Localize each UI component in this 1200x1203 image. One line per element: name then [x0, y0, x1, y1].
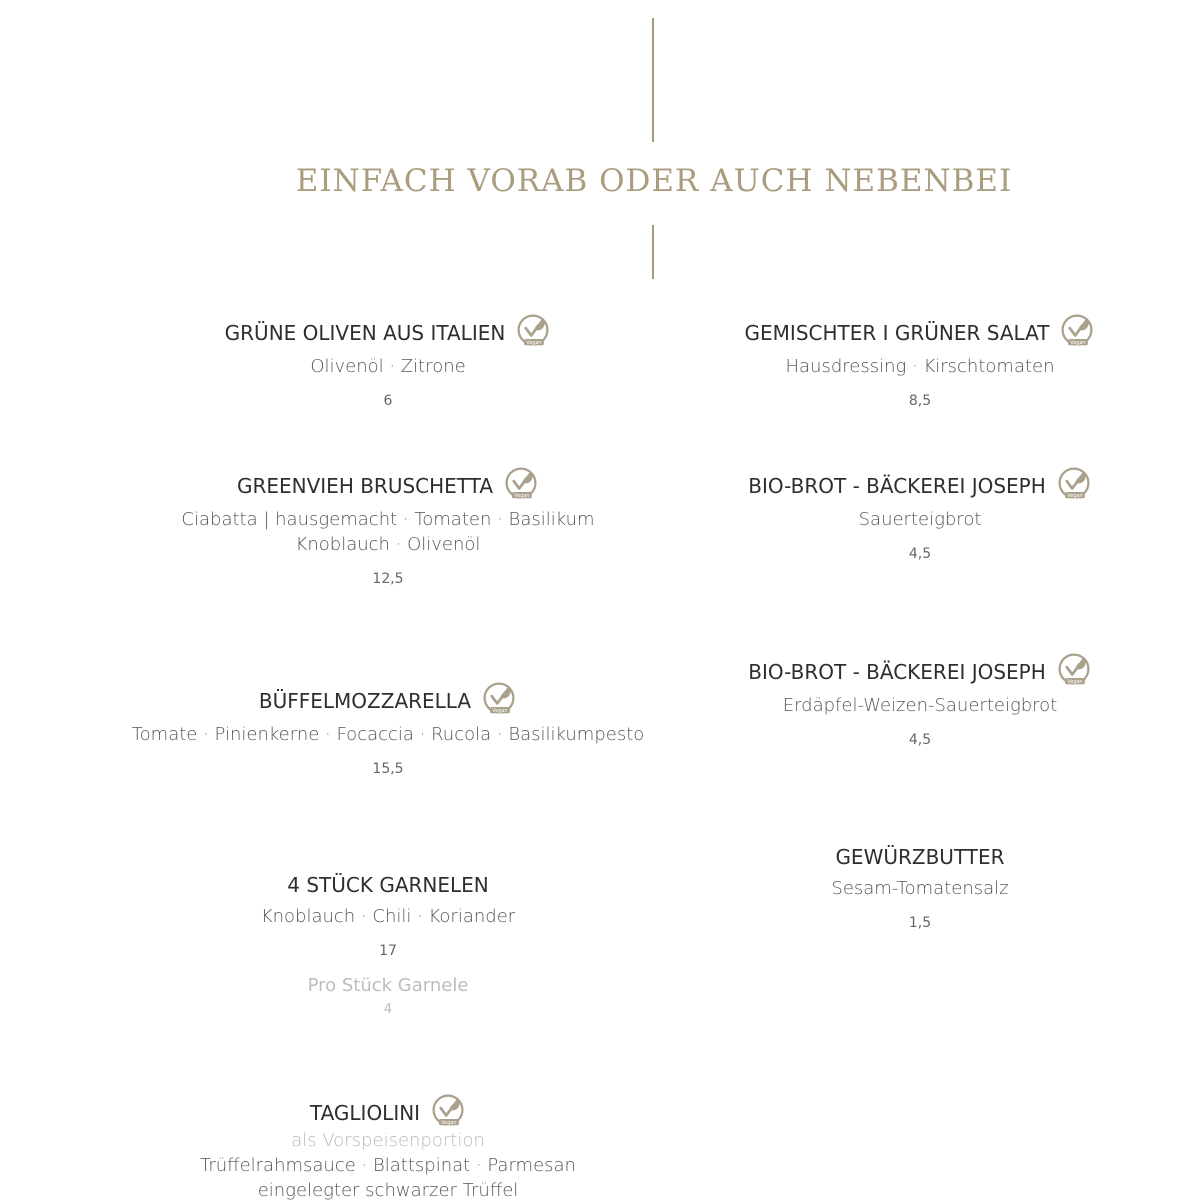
section-heading: EINFACH VORAB ODER AUCH NEBENBEI — [295, 163, 1013, 199]
menu-item-salat — [660, 318, 1180, 409]
item-title: GEWÜRZBUTTER — [835, 845, 1005, 869]
menu-item-bio-brot-sauerteig — [660, 471, 1180, 562]
item-description — [128, 1153, 648, 1203]
item-title: GEMISCHTER I GRÜNER SALAT — [744, 321, 1050, 345]
vegan-leaf-icon — [1059, 312, 1095, 348]
item-price: 8,5 — [908, 393, 932, 409]
item-price: 6 — [383, 393, 393, 409]
item-price: 1,5 — [908, 915, 932, 931]
menu-item-bio-brot-erdaepfel — [660, 657, 1180, 748]
item-description — [128, 507, 648, 557]
item-description: Hausdressing · Kirschtomaten — [785, 356, 1055, 377]
vegan-leaf-icon — [430, 1092, 466, 1128]
item-price: 12,5 — [372, 571, 404, 587]
item-price: 4,5 — [908, 546, 932, 562]
svg-text:Vegan: Vegan — [1067, 492, 1083, 499]
item-title: BIO-BROT - BÄCKEREI JOSEPH — [748, 474, 1046, 498]
svg-text:Vegan: Vegan — [492, 707, 508, 714]
per-piece-label: Pro Stück Garnele — [307, 975, 469, 996]
menu-item-bueffelmozzarella — [128, 686, 648, 777]
menu-item-bruschetta — [128, 471, 648, 587]
vegan-leaf-icon — [515, 312, 551, 348]
menu-item-gewuerzbutter — [660, 844, 1180, 931]
item-title: BIO-BROT - BÄCKEREI JOSEPH — [748, 660, 1046, 684]
item-description-line: eingelegter schwarzer Trüffel — [257, 1180, 519, 1201]
item-description-line: Knoblauch · Olivenöl — [295, 534, 481, 555]
divider-line-bottom — [652, 225, 654, 279]
svg-text:Vegan: Vegan — [526, 339, 542, 346]
vegan-leaf-icon — [1056, 465, 1092, 501]
vegan-leaf-icon — [481, 680, 517, 716]
menu-item-tagliolini — [128, 1098, 648, 1203]
vegan-leaf-icon — [1056, 651, 1092, 687]
item-description: Sesam-Tomatensalz — [831, 878, 1009, 899]
item-description: Knoblauch · Chili · Koriander — [260, 906, 516, 927]
menu-item-gruene-oliven — [128, 318, 648, 409]
item-description-line: Ciabatta | hausgemacht · Tomaten · Basilikum — [181, 509, 595, 530]
item-subtitle: als Vorspeisenportion — [291, 1130, 485, 1151]
menu-item-garnelen — [128, 872, 648, 1017]
per-piece-price: 4 — [383, 1002, 393, 1017]
item-price: 17 — [379, 943, 397, 959]
item-description-line: Trüffelrahmsauce · Blattspinat · Parmesan — [200, 1155, 576, 1176]
svg-text:Vegan: Vegan — [441, 1119, 457, 1126]
svg-text:Vegan: Vegan — [1067, 678, 1083, 685]
item-title: GREENVIEH BRUSCHETTA — [236, 474, 494, 498]
item-title: GRÜNE OLIVEN AUS ITALIEN — [224, 321, 506, 345]
item-price: 15,5 — [372, 761, 404, 777]
svg-text:Vegan: Vegan — [1070, 339, 1087, 346]
divider-line-top — [652, 18, 654, 142]
item-description: Sauerteigbrot — [858, 509, 982, 530]
item-title: BÜFFELMOZZARELLA — [258, 689, 472, 713]
item-title: TAGLIOLINI — [309, 1101, 421, 1125]
item-description: Olivenöl · Zitrone — [310, 356, 466, 377]
item-description: Erdäpfel-Weizen-Sauerteigbrot — [782, 695, 1058, 716]
item-description: Tomate · Pinienkerne · Focaccia · Rucola · Basilikumpesto — [131, 724, 645, 745]
item-price: 4,5 — [908, 732, 932, 748]
vegan-leaf-icon — [503, 465, 539, 501]
svg-text:Vegan: Vegan — [514, 492, 530, 499]
item-title: 4 STÜCK GARNELEN — [287, 873, 489, 897]
